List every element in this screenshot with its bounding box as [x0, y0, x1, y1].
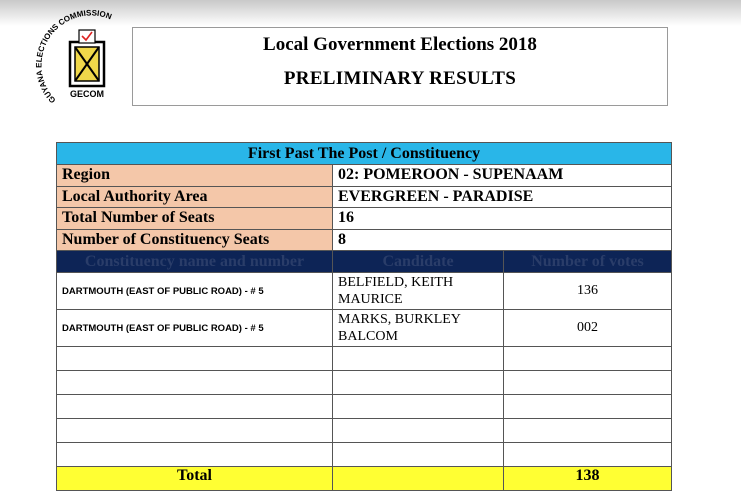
empty-row — [57, 371, 672, 395]
empty-cell — [504, 419, 672, 443]
logo-ring-text: GUYANA ELECTIONS COMMISSION — [34, 8, 113, 105]
empty-row — [57, 395, 672, 419]
page-subtitle: PRELIMINARY RESULTS — [283, 68, 517, 89]
section-title-row — [57, 143, 672, 165]
empty-row — [57, 443, 672, 467]
empty-row — [57, 419, 672, 443]
candidate-cell: BELFIELD, KEITH MAURICE — [333, 273, 504, 310]
empty-cell — [333, 419, 504, 443]
info-row-total-seats — [57, 208, 672, 230]
info-value: 8 — [333, 229, 672, 251]
page-title: Local Government Elections 2018 — [263, 34, 537, 55]
empty-cell — [57, 347, 333, 371]
section-title: First Past The Post / Constituency — [57, 143, 672, 165]
empty-cell — [504, 443, 672, 467]
votes-cell: 002 — [504, 310, 672, 347]
table-row — [57, 273, 672, 310]
candidate-cell: MARKS, BURKLEY BALCOM — [333, 310, 504, 347]
info-label: Region — [57, 165, 333, 187]
info-value: 02: POMEROON - SUPENAAM — [333, 165, 672, 187]
empty-cell — [57, 371, 333, 395]
constituency-cell: DARTMOUTH (EAST OF PUBLIC ROAD) - # 5 — [57, 310, 333, 347]
empty-cell — [333, 347, 504, 371]
empty-cell — [57, 395, 333, 419]
empty-cell — [504, 347, 672, 371]
column-header-candidate: Candidate — [333, 251, 504, 273]
logo-abbr: GECOM — [69, 89, 105, 99]
column-header-constituency: Constituency name and number — [57, 251, 333, 273]
info-label: Local Authority Area — [57, 186, 333, 208]
info-value: 16 — [333, 208, 672, 230]
info-row-local-authority — [57, 186, 672, 208]
info-row-constituency-seats — [57, 229, 672, 251]
results-table — [56, 142, 672, 491]
header-box — [132, 27, 668, 106]
total-votes: 138 — [504, 467, 672, 491]
empty-cell — [333, 371, 504, 395]
empty-cell — [333, 443, 504, 467]
column-header-votes: Number of votes — [504, 251, 672, 273]
total-empty-cell — [333, 467, 504, 491]
empty-cell — [504, 371, 672, 395]
info-row-region — [57, 165, 672, 187]
empty-cell — [57, 443, 333, 467]
constituency-cell: DARTMOUTH (EAST OF PUBLIC ROAD) - # 5 — [57, 273, 333, 310]
total-row — [57, 467, 672, 491]
info-label: Total Number of Seats — [57, 208, 333, 230]
info-value: EVERGREEN - PARADISE — [333, 186, 672, 208]
column-header-row — [57, 251, 672, 273]
total-label: Total — [57, 467, 333, 491]
table-row — [57, 310, 672, 347]
empty-cell — [57, 419, 333, 443]
empty-row — [57, 347, 672, 371]
info-label: Number of Constituency Seats — [57, 229, 333, 251]
empty-cell — [504, 395, 672, 419]
gecom-logo — [34, 8, 134, 108]
votes-cell: 136 — [504, 273, 672, 310]
empty-cell — [333, 395, 504, 419]
